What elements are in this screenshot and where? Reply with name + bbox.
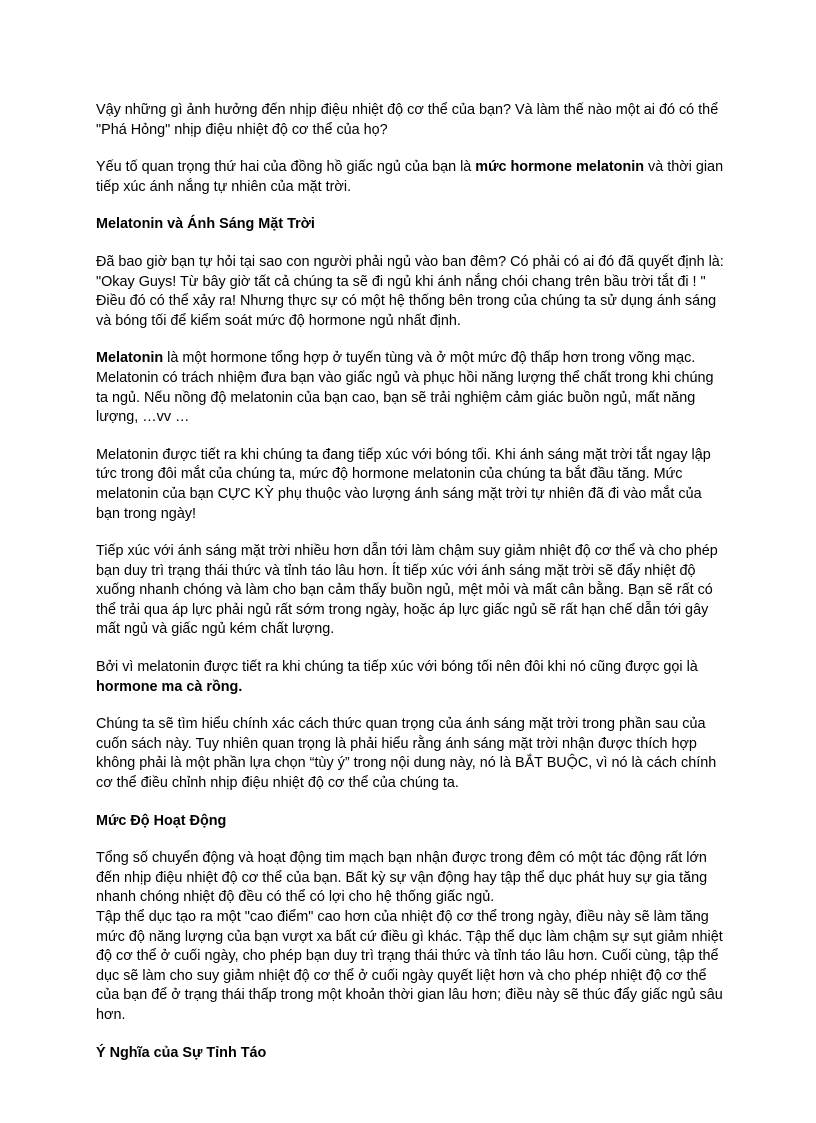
intro-question-paragraph: Vậy những gì ảnh hưởng đến nhịp điệu nhiệt độ cơ thể của bạn? Và làm thế nào một ai đó có thể "Phá Hỏng" nhịp điệu nhiệt độ cơ thể của họ? — [96, 102, 719, 138]
melatonin-definition-text: là một hormone tổng hợp ở tuyến tùng và ở một mức độ thấp hơn trong võng mạc. Melatonin có trách nhiệm đưa bạn vào giấc ngủ và phục hồi năng lượng thể chất trong khi chúng ta ngủ. Nếu nồng độ melatonin của bạn cao, bạn sẽ trải nghiệm cảm giác buồn ngủ, mất năng lượng, …vv … — [96, 350, 714, 426]
melatonin-level-emphasis: mức hormone melatonin — [475, 159, 645, 176]
second-factor-paragraph — [96, 158, 728, 197]
second-factor-text-end: và thời gian tiếp xúc ánh nắng tự nhiên của mặt trời. — [96, 159, 724, 195]
sunlight-later-chapter-paragraph: Chúng ta sẽ tìm hiểu chính xác cách thức quan trọng của ánh sáng mặt trời trong phần sau của cuốn sách này. Tuy nhiên quan trọng là phải hiểu rằng ánh sáng mặt trời nhận được thích hợp không phải là một phần lựa chọn “tùy ý” trong nội dung này, nó là BẮT BUỘC, vì nó là cách chính cơ thể điều chỉnh nhịp điệu nhiệt độ cơ thể của chúng ta. — [96, 716, 717, 792]
second-factor-text-start: Yếu tố quan trọng thứ hai của đồng hồ giấc ngủ của bạn là — [96, 159, 476, 176]
vampire-hormone-text: Bởi vì melatonin được tiết ra khi chúng ta tiếp xúc với bóng tối nên đôi khi nó cũng được gọi là — [96, 659, 698, 676]
heading-melatonin-sunlight: Melatonin và Ánh Sáng Mặt Trời — [96, 216, 315, 233]
heading-activity-level: Mức Độ Hoạt Động — [96, 812, 227, 829]
document-page — [96, 101, 728, 1081]
sunlight-exposure-paragraph: Tiếp xúc với ánh sáng mặt trời nhiều hơn dẫn tới làm chậm suy giảm nhiệt độ cơ thể và cho phép bạn duy trì trạng thái thức và tỉnh táo lâu hơn. Ít tiếp xúc với ánh sáng mặt trời sẽ đẩy nhiệt độ xuống nhanh chóng và làm cho bạn cảm thấy buồn ngủ, mệt mỏi và mất cân bằng. Bạn sẽ rất có thể trải qua áp lực phải ngủ rất sớm trong ngày, hoặc áp lực giấc ngủ sẽ rất hạn chế dẫn tới gây mất ngủ và giấc ngủ kém chất lượng. — [96, 543, 718, 638]
vampire-hormone-term: hormone ma cà rồng. — [96, 678, 243, 695]
vampire-hormone-paragraph — [96, 658, 728, 697]
melatonin-definition-paragraph — [96, 349, 728, 427]
activity-paragraph-1: Tổng số chuyển động và hoạt động tim mạch bạn nhận được trong đêm có một tác động rất lớn đến nhịp điệu nhiệt độ cơ thể của bạn. Bất kỳ sự vận động hay tập thể dục phát huy sự gia tăng nhanh chóng nhiệt độ đều có thể có lợi cho hệ thống giấc ngủ. — [96, 850, 708, 906]
night-sleep-paragraph: Đã bao giờ bạn tự hỏi tại sao con người phải ngủ vào ban đêm? Có phải có ai đó đã quyết định là: "Okay Guys! Từ bây giờ tất cả chúng ta sẽ đi ngủ khi ánh nắng chói chang trên bầu trời tắt đi ! " Điều đó có thể xảy ra! Nhưng thực sự có một hệ thống bên trong của chúng ta sử dụng ánh sáng và bóng tối để kiểm soát mức độ hormone ngủ nhất định. — [96, 253, 724, 329]
darkness-secretion-paragraph: Melatonin được tiết ra khi chúng ta đang tiếp xúc với bóng tối. Khi ánh sáng mặt trời tắt ngay lập tức trong đôi mắt của chúng ta, mức độ hormone melatonin của chúng ta bắt đầu tăng. Mức melatonin của bạn CỰC KỲ phụ thuộc vào lượng ánh sáng mặt trời tự nhiên đã đi vào mắt của bạn trong ngày! — [96, 446, 711, 522]
activity-paragraph-2: Tập thể dục tạo ra một "cao điểm" cao hơn của nhiệt độ cơ thể trong ngày, điều này sẽ làm tăng mức độ năng lượng của bạn vượt xa bất cứ điều gì khác. Tập thể dục làm chậm sự sụt giảm nhiệt độ cơ thể ở cuối ngày, cho phép bạn duy trì trạng thái thức và tỉnh táo lâu hơn. Cuối cùng, tập thể dục sẽ làm cho suy giảm nhiệt độ cơ thể ở cuối ngày quyết liệt hơn và cho phép nhiệt độ cơ thể của bạn để ở trạng thái thấp trong một khoản thời gian lâu hơn; điều này sẽ thúc đẩy giấc ngủ sâu hơn. — [96, 909, 723, 1023]
melatonin-term: Melatonin — [96, 350, 164, 367]
heading-alertness-meaning: Ý Nghĩa của Sự Tỉnh Táo — [96, 1044, 267, 1061]
